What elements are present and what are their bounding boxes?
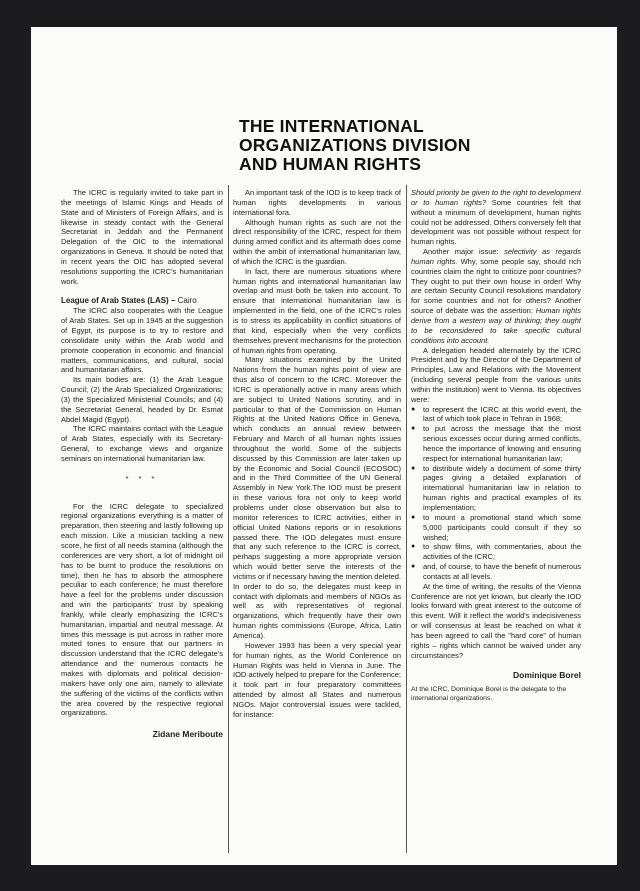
column-2 — [233, 188, 401, 720]
author-note: At the ICRC, Dominique Borel is the delegate to the international organizations. — [411, 686, 567, 702]
paragraph: Its main bodies are: (1) the Arab League Council; (2) the Arab Specialized Organizations; (3) the Specialized Ministerial Councils; and (4) the Secretariat General, headed by Dr. Esmat Abdel Magid (Egypt). — [61, 375, 223, 424]
article-title — [239, 117, 471, 174]
column-3 — [411, 188, 581, 704]
paragraph: An important task of the IOD is to keep track of human rights developments in various international fora. — [233, 188, 401, 217]
paragraph — [411, 247, 581, 345]
column-1 — [61, 188, 223, 740]
objectives-list — [411, 405, 581, 582]
column-divider-1 — [228, 185, 229, 853]
section-heading-location: Cairo — [175, 296, 197, 306]
paragraph: Many situations examined by the United Nations from the human rights point of view are thus also of concern to the ICRC. Moreover the ICRC is operationally active in many areas which are subject to United Nations scrutiny, and in particular to that of the Commission on Human Rights at the United Nations Office in Geneva, which conducts an annual review between February and March of all human rights issues throughout the world. Some of the subjects discussed by this Commission are later taken up by the Economic and Social Council (ECOSOC) and in the Third Committee of the UN General Assembly in New York.The IOD must be present in these various fora not only to keep world problems under close observation but also to monitor references to ICRC activities, either in official United Nations reports or in resolutions passed there. The IOD delegates must ensure that any such reference to the ICRC is correct, perhaps suggesting a more appropriate version which would better serve the interests of the victims or if necessary having the mention deleted. In order to do so, the delegates must keep in contact with diplomats and members of NGOs as well as with representatives of regional organizations, which frequently have their own human rights commissions (Europe, Africa, Latin America). — [233, 355, 401, 640]
section-separator: * * * — [125, 473, 159, 483]
title-line-3: AND HUMAN RIGHTS — [239, 154, 422, 174]
paragraph: The ICRC is regularly invited to take part in the meetings of Islamic Kings and Heads of State and of Ministers of Foreign Affairs, and is likewise in steady contact with the General Secretariat in Jeddah and the Permanent Delegation of the OIC to the international organizations in Geneva. It should be noted that in recent years the OIC has adopted several resolutions supporting the ICRC's humanitarian work. — [61, 188, 223, 286]
list-item: ● to show films, with commentaries, about the activities of the ICRC; — [411, 542, 581, 562]
paragraph: At the time of writing, the results of the Vienna Conference are not yet known, but clearly the IOD looks forward with great interest to the outcome of this event. Will it reflect the world's indecisiveness or will consensus at least be reached on what it has been agreed to call the "hard core" of human rights – rights which cannot be waived under any circumstances? — [411, 581, 581, 660]
paragraph-text: Why, some people say, should rich countries claim the right to criticize poor countries? They ought to put their own house in order! Why are certain Security Council resolutions mandatory for some countries and not for others? Another source of debate was the assertion: — [411, 256, 581, 316]
italic-question: Should priority be given to the right to development or to human rights? — [411, 188, 581, 207]
column-divider-2 — [406, 185, 407, 853]
paragraph: For the ICRC delegate to specialized regional organizations everything is a matter of preparation, then steering and lastly following up each mission. Like a musician tackling a new score, he first of all needs stamina (although the conferences are very short, a lot of midnight oil has to be burnt to produce the resolutions on time), then he has to absorb the atmosphere peculiar to each conference; he must therefore have a feel for the problems under discussion and win the participants' trust by speaking frankly, while clearly emphasizing the ICRC's humanitarian, impartial and neutral message. At times this message is put across in rather more muted tones to ensure that our partners in discussion understand that the ICRC delegate's attendance and the numerous contacts he makes with diplomats and political decision-makers have only one aim, namely to alleviate the suffering of the victims of the conflicts within the area covered by the respective regional organizations. — [61, 501, 223, 718]
list-item: ● and, of course, to have the benefit of numerous contacts at all levels. — [411, 562, 581, 582]
paragraph: Although human rights as such are not the direct responsibility of the ICRC, respect for them during armed conflict and its aftermath does come within the ambit of international humanitarian law, of which the ICRC is the guardian. — [233, 217, 401, 266]
title-line-1: THE INTERNATIONAL — [239, 116, 424, 136]
list-item: ● to distribute widely a document of some thirty pages giving a detailed explanation of international humanitarian law in relation to human rights and practical examples of its implementation; — [411, 464, 581, 513]
author-signature: Dominique Borel — [512, 669, 581, 680]
paragraph: However 1993 has been a very special year for human rights, as the World Conference on Human Rights was held in Vienna in June. The IOD actively helped to prepare for the Conference; it took part in four preparatory committees attended by almost all States and numerous NGOs. Major controversial issues were tackled, for instance: — [233, 640, 401, 719]
italic-assertion: Human rights derive from a western way of thinking; they ought to be reconsidered to take specific cultural conditions into account. — [411, 306, 581, 345]
section-heading-las — [61, 296, 223, 306]
title-line-2: ORGANIZATIONS DIVISION — [239, 135, 471, 155]
section-heading-bold: League of Arab States (LAS) – — [61, 296, 176, 306]
paragraph — [411, 188, 581, 247]
paragraph-text: Another major issue: — [423, 247, 505, 257]
list-item: ● to put across the message that the most serious excesses occur during armed conflicts, hence the importance of knowing and ensuring respect for international humanitarian law; — [411, 424, 581, 463]
paragraph: A delegation headed alternately by the ICRC President and by the Director of the Department of Principles, Law and Relations with the Movement (including several people from the various units within the institution) went to Vienna. Its objectives were: — [411, 345, 581, 404]
list-item: ● to mount a promotional stand which some 5,000 participants could consult if they so wished; — [411, 513, 581, 543]
author-signature: Zidane Meriboute — [152, 729, 223, 740]
paragraph: The ICRC maintains contact with the League of Arab States, especially with its Secretary-General, to exchange views and organize seminars on international humanitarian law. — [61, 424, 223, 463]
paragraph: The ICRC also cooperates with the League of Arab States. Set up in 1945 at the suggestion of Egypt, its purpose is to try to restore and consolidate unity within the Arab world and promote cooperation in economic and financial matters, communications, and cultural, social and humanitarian affairs. — [61, 306, 223, 375]
paragraph: In fact, there are numerous situations where human rights and international humanitarian law overlap and must both be taken into account. To ensure that international humanitarian law is implemented in the field, one of the ICRC's roles is to stress its applicability in conflict situations of that kind, especially when the very conflicts themselves prevent mechanisms for the protection of human rights from operating. — [233, 266, 401, 355]
italic-phrase: selectivity as regards human rights. — [411, 247, 581, 266]
document-page — [31, 27, 617, 865]
list-item: ● to represent the ICRC at this world event, the last of which took place in Tehran in 1968; — [411, 405, 581, 425]
paragraph-text: Some countries felt that without a minimum of development, human rights could not be addressed. Others conversely felt that development was not possible without respect for human rights. — [411, 197, 581, 247]
